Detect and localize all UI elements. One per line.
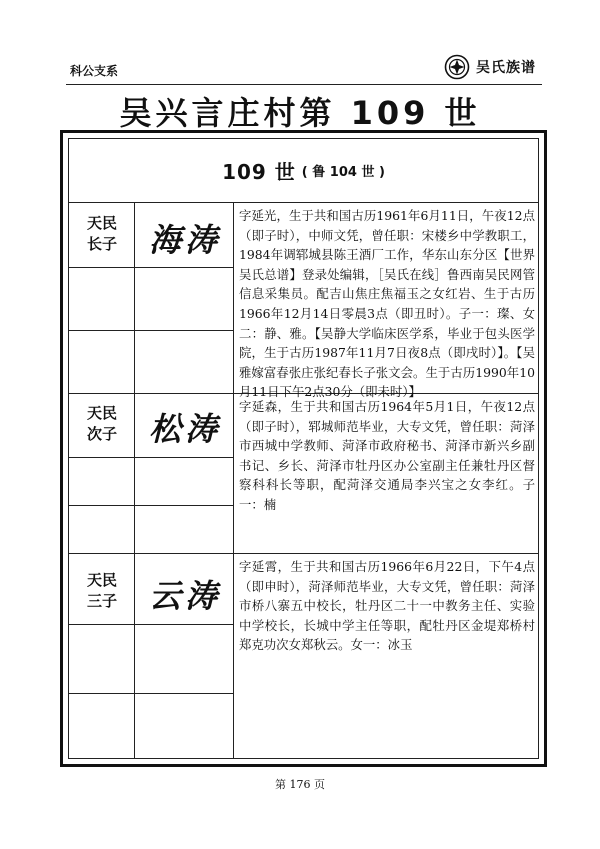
rank-order: 三子 [86, 592, 117, 610]
brand [444, 52, 536, 82]
row-divider [69, 624, 233, 625]
generation-header [69, 139, 538, 203]
column-divider-bio [233, 202, 234, 758]
person-rank [72, 213, 132, 255]
section-divider [69, 553, 538, 554]
person-name: 海涛 [149, 221, 222, 259]
row-divider [69, 330, 233, 331]
genealogy-table [68, 138, 539, 759]
brand-text: 吴氏族谱 [476, 60, 536, 76]
generation-subtitle: ( 鲁 104 世 ) [301, 165, 385, 180]
page-title: 吴兴言庄村第 109 世 [119, 94, 481, 132]
rank-father: 天民 [86, 214, 117, 232]
page-number: 第 176 页 [275, 778, 325, 791]
rank-order: 长子 [86, 235, 117, 253]
header-divider [66, 84, 542, 85]
row-divider [69, 693, 233, 694]
generation-number: 109 世 [222, 160, 296, 184]
person-rank [72, 403, 132, 445]
person-name: 松涛 [149, 410, 222, 448]
rank-father: 天民 [86, 404, 117, 422]
branch-label: 科公支系 [70, 64, 119, 78]
rank-father: 天民 [86, 571, 117, 589]
genealogy-frame [60, 130, 547, 767]
rank-order: 次子 [86, 425, 117, 443]
person-rank [72, 570, 132, 612]
column-divider-rank [134, 202, 135, 758]
person-biography: 字延光，生于共和国古历1961年6月11日，午夜12点（即子时），中师文凭，曾任职：宋楼乡中学教职工，1984年调郓城县陈王酒厂工作，华东山东分区【世界吴氏总谱】登录处编辑，［吴氏在线］鲁西南吴民网管信息采集员。配吉山焦庄焦福玉之女红岩、生于古历1966年12月14日零晨3点（即丑时）。子一：璨、女二：静、雅。【吴静大学临床医学系，毕业于包头医学院，生于古历1987年11月7日夜8点（即戌时）】。【吴雅嫁富春张庄张纪春长子张文会。生于古历1990年10月11日下午2点30分（即未时）】 [239, 208, 535, 400]
person-biography: 字延霄，生于共和国古历1966年6月22日，下午4点（即申时），菏泽师范毕业，大专文凭，曾任职：菏泽市桥八寨五中校长，牡丹区二十一中教务主任、实验中学校长，长城中学主任等职，配牡丹区金堤郑桥村郑克功次女郑秋云。女一：冰玉 [239, 559, 535, 653]
person-name: 云涛 [149, 577, 222, 615]
wu-clan-seal-icon [444, 54, 470, 80]
row-divider [69, 267, 233, 268]
row-divider [69, 505, 233, 506]
person-biography: 字延森，生于共和国古历1964年5月1日，午夜12点（即子时），郓城师范毕业，大专文凭，曾任职：菏泽市西城中学教师、菏泽市政府秘书、菏泽市新兴乡副书记、乡长、菏泽市牡丹区办公室副主任兼牡丹区督察科科长等职，配菏泽交通局李兴宝之女李红。子一：楠 [239, 399, 535, 512]
row-divider [69, 457, 233, 458]
